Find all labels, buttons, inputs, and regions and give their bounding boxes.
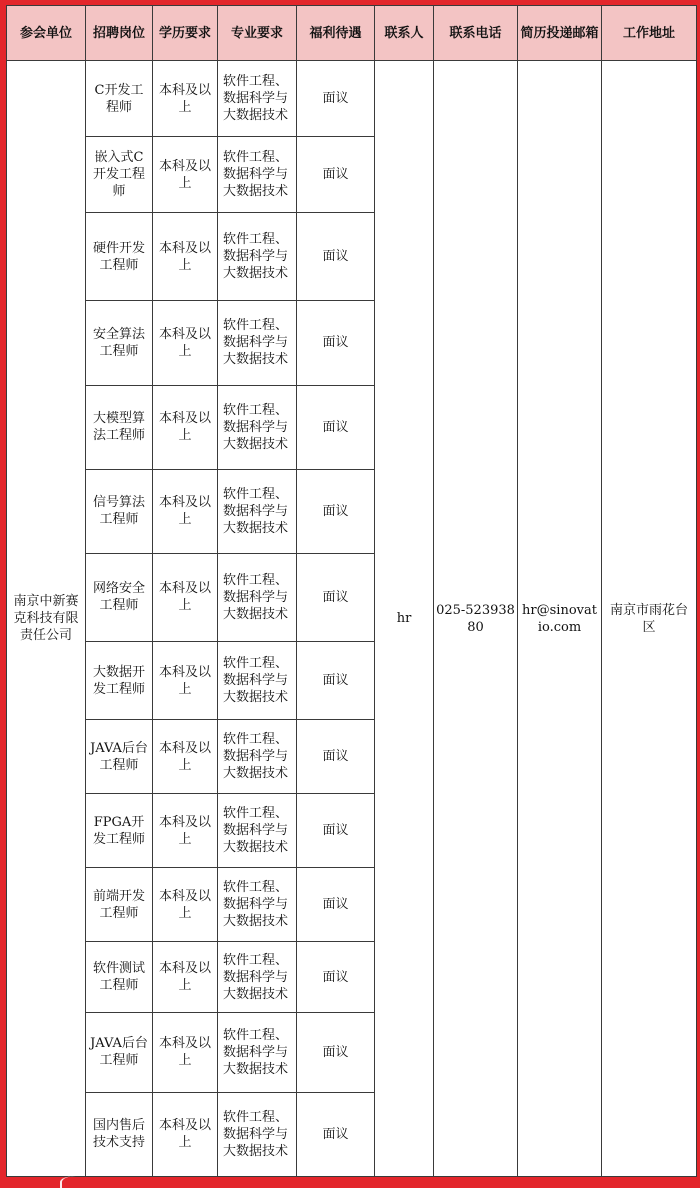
header-position: 招聘岗位 <box>86 6 153 61</box>
header-education: 学历要求 <box>153 6 218 61</box>
position-cell: 前端开发工程师 <box>86 868 153 942</box>
education-cell: 本科及以上 <box>153 942 218 1012</box>
table-frame <box>6 5 696 1177</box>
education-cell: 本科及以上 <box>153 553 218 641</box>
email-cell: hr@sinovatio.com <box>518 61 602 1177</box>
benefits-cell: 面议 <box>297 1012 375 1092</box>
major-cell: 软件工程、数据科学与大数据技术 <box>218 553 297 641</box>
major-cell: 软件工程、数据科学与大数据技术 <box>218 942 297 1012</box>
education-cell: 本科及以上 <box>153 794 218 868</box>
education-cell: 本科及以上 <box>153 1012 218 1092</box>
benefits-cell: 面议 <box>297 301 375 385</box>
position-cell: 安全算法工程师 <box>86 301 153 385</box>
company-cell: 南京中新赛克科技有限责任公司 <box>7 61 86 1177</box>
education-cell: 本科及以上 <box>153 641 218 719</box>
header-company: 参会单位 <box>7 6 86 61</box>
header-row <box>7 6 697 61</box>
education-cell: 本科及以上 <box>153 61 218 137</box>
position-cell: 大模型算法工程师 <box>86 385 153 469</box>
education-cell: 本科及以上 <box>153 137 218 213</box>
major-cell: 软件工程、数据科学与大数据技术 <box>218 1012 297 1092</box>
benefits-cell: 面议 <box>297 1092 375 1176</box>
major-cell: 软件工程、数据科学与大数据技术 <box>218 720 297 794</box>
major-cell: 软件工程、数据科学与大数据技术 <box>218 61 297 137</box>
header-email: 简历投递邮箱 <box>518 6 602 61</box>
header-benefits: 福利待遇 <box>297 6 375 61</box>
benefits-cell: 面议 <box>297 61 375 137</box>
position-cell: 嵌入式C开发工程师 <box>86 137 153 213</box>
major-cell: 软件工程、数据科学与大数据技术 <box>218 1092 297 1176</box>
education-cell: 本科及以上 <box>153 720 218 794</box>
major-cell: 软件工程、数据科学与大数据技术 <box>218 385 297 469</box>
education-cell: 本科及以上 <box>153 301 218 385</box>
position-cell: 网络安全工程师 <box>86 553 153 641</box>
position-cell: 大数据开发工程师 <box>86 641 153 719</box>
benefits-cell: 面议 <box>297 720 375 794</box>
recruitment-table <box>6 5 697 1177</box>
position-cell: 国内售后技术支持 <box>86 1092 153 1176</box>
major-cell: 软件工程、数据科学与大数据技术 <box>218 641 297 719</box>
position-cell: JAVA后台工程师 <box>86 1012 153 1092</box>
benefits-cell: 面议 <box>297 942 375 1012</box>
major-cell: 软件工程、数据科学与大数据技术 <box>218 469 297 553</box>
education-cell: 本科及以上 <box>153 213 218 301</box>
major-cell: 软件工程、数据科学与大数据技术 <box>218 137 297 213</box>
phone-cell: 025-52393880 <box>434 61 518 1177</box>
benefits-cell: 面议 <box>297 213 375 301</box>
header-major: 专业要求 <box>218 6 297 61</box>
education-cell: 本科及以上 <box>153 469 218 553</box>
education-cell: 本科及以上 <box>153 1092 218 1176</box>
benefits-cell: 面议 <box>297 137 375 213</box>
table-row <box>7 61 697 137</box>
table-body <box>7 61 697 1177</box>
major-cell: 软件工程、数据科学与大数据技术 <box>218 868 297 942</box>
position-cell: FPGA开发工程师 <box>86 794 153 868</box>
position-cell: 软件测试工程师 <box>86 942 153 1012</box>
major-cell: 软件工程、数据科学与大数据技术 <box>218 794 297 868</box>
benefits-cell: 面议 <box>297 469 375 553</box>
benefits-cell: 面议 <box>297 385 375 469</box>
header-address: 工作地址 <box>602 6 697 61</box>
position-cell: C开发工程师 <box>86 61 153 137</box>
contact-cell: hr <box>375 61 434 1177</box>
position-cell: 信号算法工程师 <box>86 469 153 553</box>
benefits-cell: 面议 <box>297 553 375 641</box>
benefits-cell: 面议 <box>297 641 375 719</box>
education-cell: 本科及以上 <box>153 385 218 469</box>
header-contact: 联系人 <box>375 6 434 61</box>
major-cell: 软件工程、数据科学与大数据技术 <box>218 301 297 385</box>
benefits-cell: 面议 <box>297 794 375 868</box>
benefits-cell: 面议 <box>297 868 375 942</box>
position-cell: 硬件开发工程师 <box>86 213 153 301</box>
major-cell: 软件工程、数据科学与大数据技术 <box>218 213 297 301</box>
address-cell: 南京市雨花台区 <box>602 61 697 1177</box>
header-phone: 联系电话 <box>434 6 518 61</box>
decorative-curve <box>60 1176 92 1188</box>
education-cell: 本科及以上 <box>153 868 218 942</box>
position-cell: JAVA后台工程师 <box>86 720 153 794</box>
